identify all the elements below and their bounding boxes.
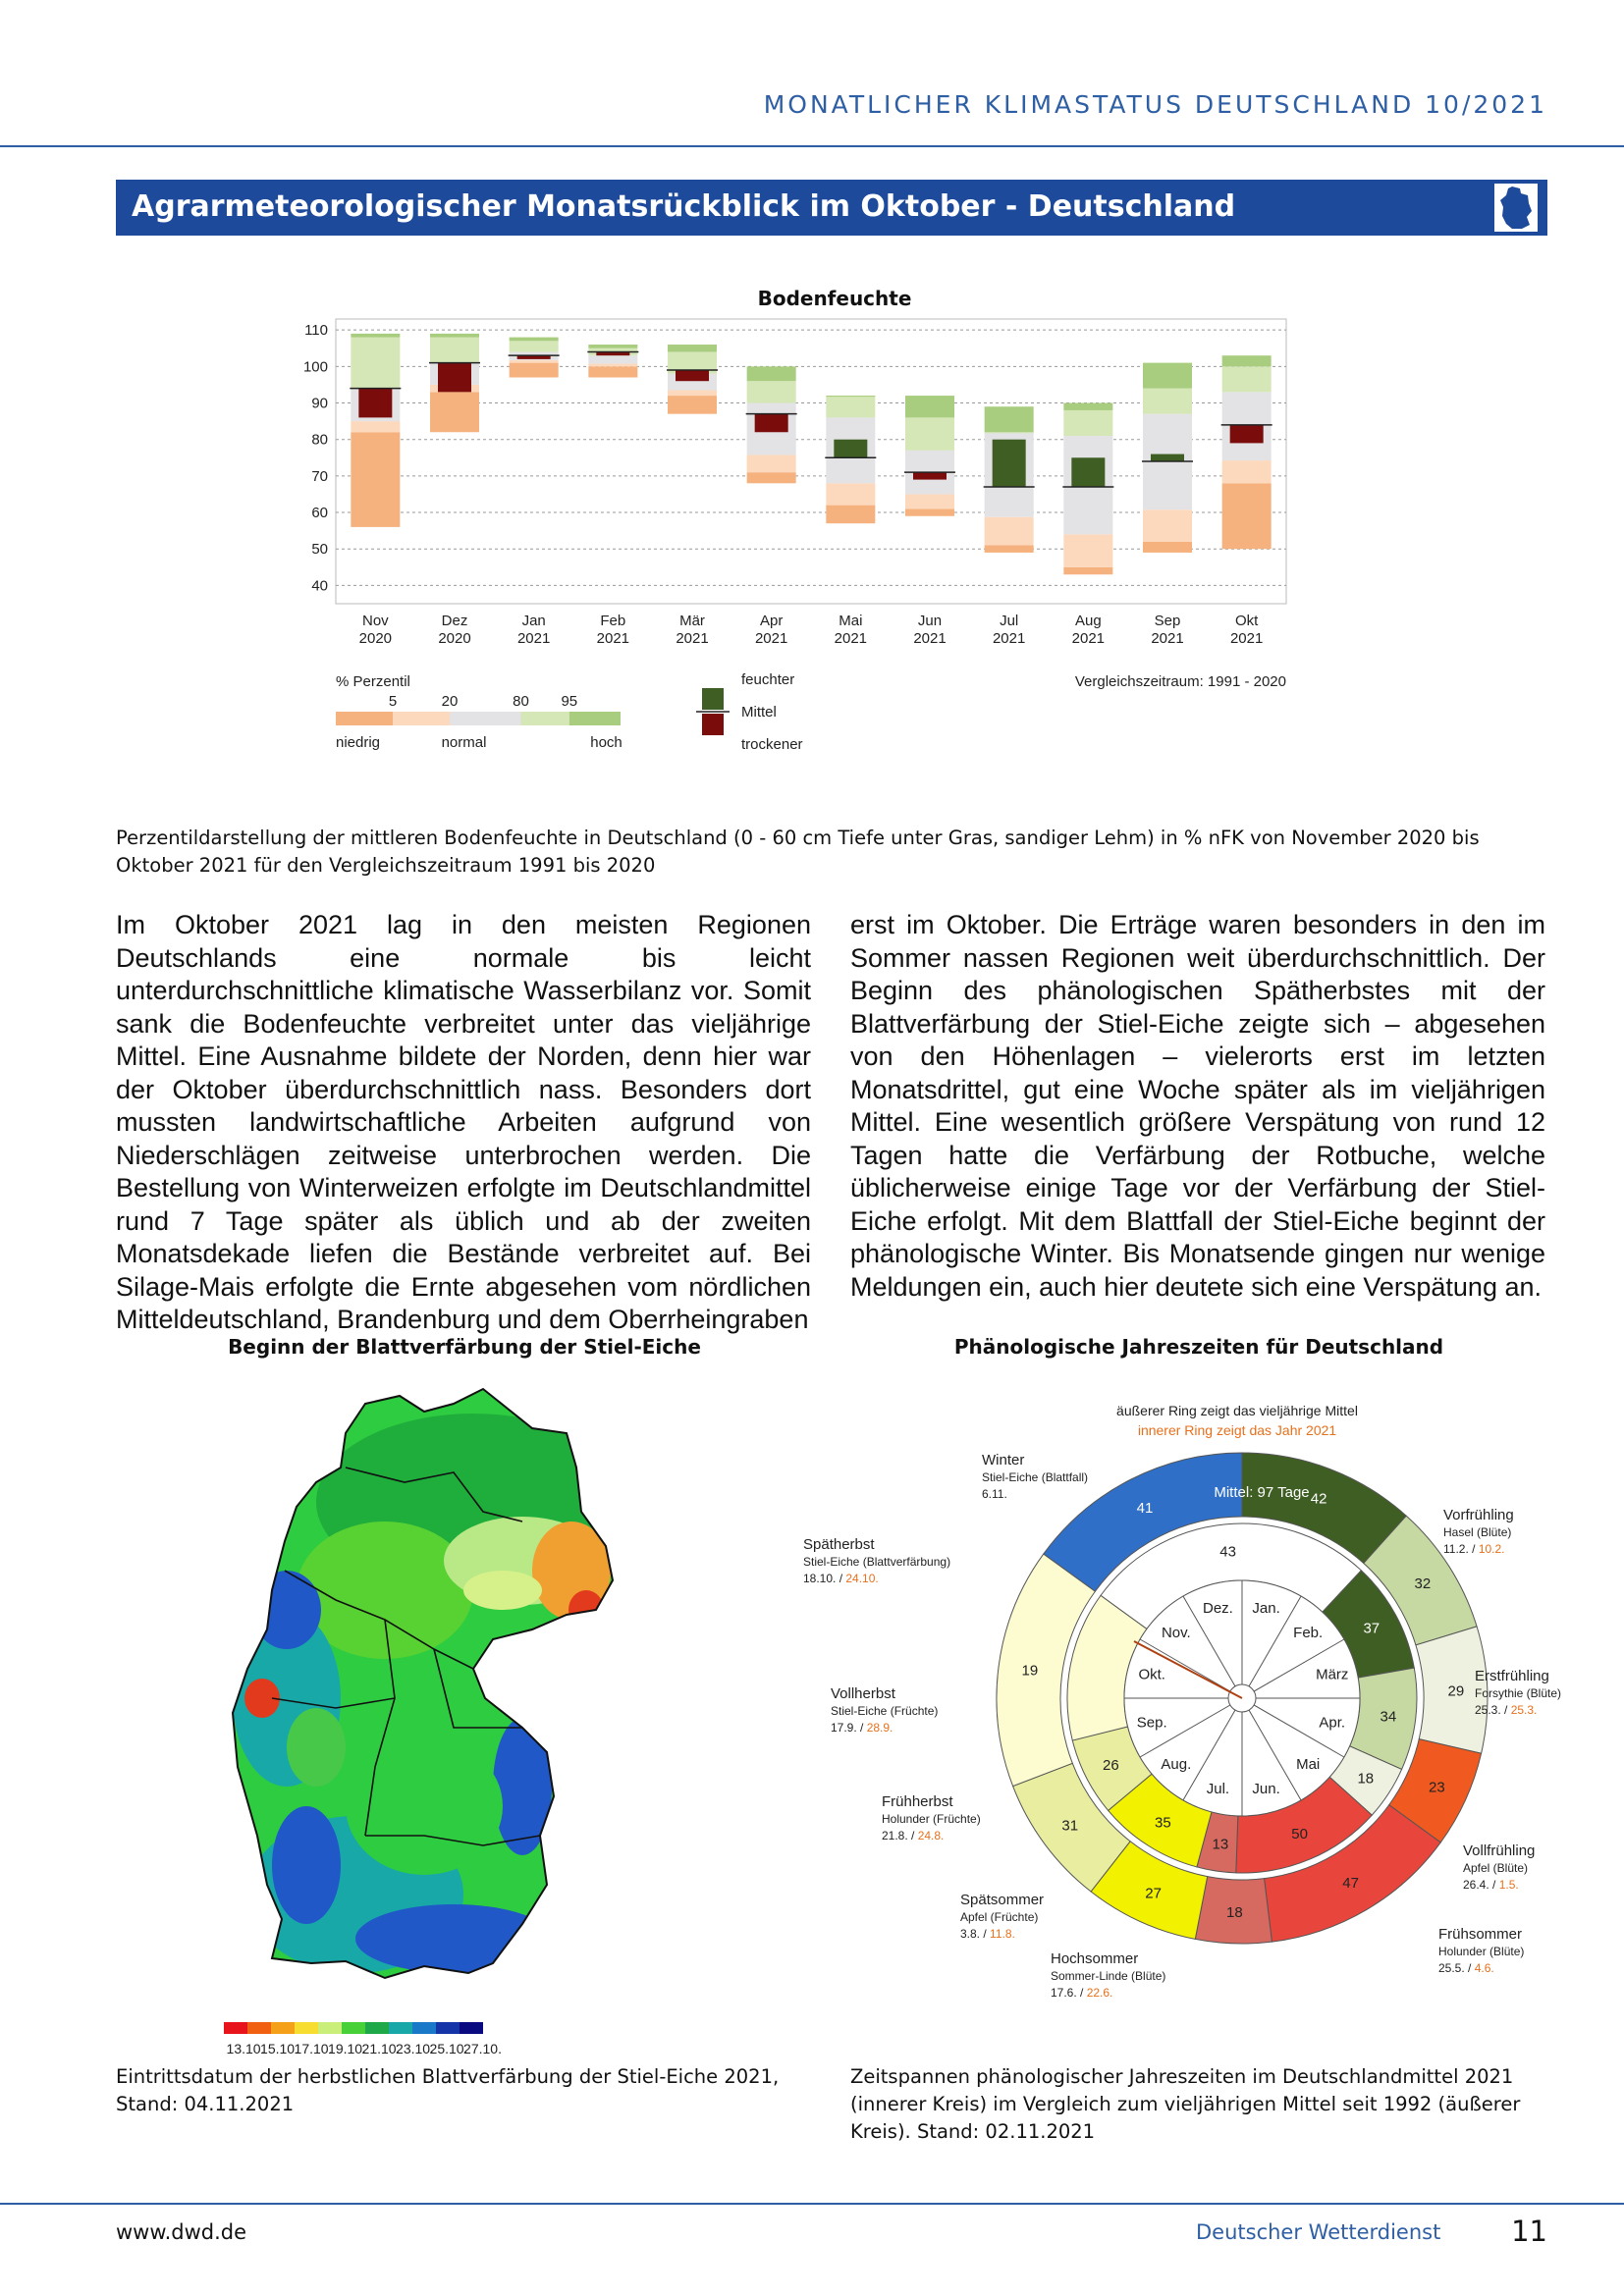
x-tick-month: Jul [1000,613,1019,629]
legend-swatch [521,712,569,725]
legend-date: 15.10. [260,2041,298,2056]
season-name: Hochsommer [1051,1950,1139,1967]
x-tick-month: Mär [679,613,705,629]
percentile-band [747,472,796,483]
month-label: Sep. [1136,1714,1167,1732]
legend-color [271,2022,295,2034]
season-indicator: Hasel (Blüte) [1443,1525,1512,1539]
percentile-band [1143,509,1192,542]
season-name: Erstfrühling [1475,1668,1549,1684]
x-tick-year: 2021 [754,630,788,647]
map-title: Beginn der Blattverfärbung der Stiel-Eiche [228,1335,701,1359]
percentile-band [1063,403,1112,410]
percentile-band [668,345,717,351]
season-date: 3.8. / 11.8. [960,1927,1015,1941]
month-label: Apr. [1319,1714,1346,1732]
legend-percentile: 5 [388,693,398,710]
season-indicator: Forsythie (Blüte) [1475,1686,1562,1700]
legend-percentile: 20 [441,693,459,710]
month-label: Jun. [1252,1780,1280,1797]
percentile-band [905,417,954,450]
season-indicator: Stiel-Eiche (Blattfall) [982,1470,1089,1484]
percentile-band [826,483,875,505]
legend-date: 27.10. [463,2041,502,2056]
percentile-band [1143,542,1192,553]
x-tick-year: 2021 [1229,630,1264,647]
percentile-band [985,517,1034,546]
phenological-clock [795,1374,1562,2022]
y-tick-label: 70 [311,467,328,485]
season-date: 17.9. / 28.9. [831,1721,893,1735]
season-indicator: Apfel (Blüte) [1463,1861,1529,1875]
legend-color [295,2022,318,2034]
percentile-band [668,391,717,397]
legend-color [224,2022,247,2034]
legend-swatch [450,712,521,725]
x-tick-month: Mai [839,613,863,629]
season-name: Frühherbst [882,1793,953,1810]
legend-date: 17.10. [294,2041,333,2056]
percentile-band [1063,534,1112,566]
outer-ring-value: 32 [1414,1575,1432,1592]
x-tick-year: 2020 [358,630,393,647]
percentile-band [588,355,637,363]
season-indicator: Stiel-Eiche (Blattverfärbung) [803,1555,951,1569]
month-label: Jan. [1252,1600,1280,1618]
legend-scale-word: normal [441,734,487,751]
season-date: 17.6. / 22.6. [1051,1986,1113,2000]
season-date-2021: 4.6. [1474,1961,1494,1975]
x-tick-year: 2021 [1151,630,1184,647]
percentile-band [826,506,875,524]
season-date-2021: 28.9. [866,1721,893,1735]
legend-date: 19.10. [328,2041,366,2056]
legend-outer: äußerer Ring zeigt das vieljährige Mittel [1116,1403,1358,1418]
outer-ring-value: 23 [1429,1779,1445,1796]
season-date-2021: 24.8. [917,1829,945,1842]
percentile-legend-title: % Perzentil [336,673,410,690]
legend-color [389,2022,412,2034]
map-color-legend [224,2020,636,2061]
season-date: 25.3. / 25.3. [1475,1703,1538,1717]
season-indicator: Stiel-Eiche (Früchte) [831,1704,939,1718]
season-date-2021: 24.10. [845,1572,879,1585]
legend-mean-label: Mittel [741,704,777,721]
season-date-2021: 22.6. [1086,1986,1113,2000]
legend-date: 13.10. [226,2041,265,2056]
legend-drier-swatch [702,714,724,735]
season-indicator: Apfel (Früchte) [960,1910,1039,1924]
soil-moisture-chart [295,309,1316,839]
y-tick-label: 80 [311,431,328,449]
season-name: Spätsommer [960,1892,1045,1908]
legend-scale-word: niedrig [336,734,381,751]
comparison-period: Vergleichszeitraum: 1991 - 2020 [1074,673,1286,690]
percentile-band [985,432,1034,433]
x-tick-year: 2021 [834,630,868,647]
x-tick-year: 2021 [992,630,1026,647]
percentile-band [351,338,400,389]
body-text-col1: Im Oktober 2021 lag in den meisten Regionen Deutschlands eine normale bis leicht unterdurchschnittliche klimatische Wasserbilanz vor. Somit sank die Bodenfeuchte verbreitet unter das vieljährige Mittel. Eine Ausnahme bildete der Norden, denn hier war der Oktober überdurchschnittlich nass. Besonders dort mussten landwirtschaftliche Arbeiten aufgrund von Niederschlägen zeitweise unterbrochen werden. Die Bestellung von Winterweizen erfolgte im Deutschlandmittel rund 7 Tage später als üblich und ab der zweiten Monatsdekade liefen die Bestände verbreitet auf. Bei Silage-Mais erfolgte die Ernte abgesehen vom nördlichen Mitteldeutschland, Brandenburg und dem Oberrheingraben [116,910,811,1334]
percentile-band [510,360,559,363]
percentile-band [430,392,479,432]
percentile-band [1222,366,1272,392]
page-number: 11 [1511,2215,1547,2248]
x-tick-year: 2021 [1071,630,1106,647]
body-text-col2: erst im Oktober. Die Erträge waren besonders in den im Sommer nassen Regionen weit überdurchschnittlich. Der Beginn des phänologischen Spätherbstes mit der Blattverfärbung der Stiel-Eiche zeigte sich – abgesehen von den Höhenlagen – vielerorts erst im letzten Monatsdrittel, gut eine Woche später als im vieljährigen Mittel. Eine wesentlich größere Verspätung von rund 12 Tagen hatte die Verfärbung der Rotbuche, welche üblicherweise einige Tage vor der Verfärbung der Stiel-Eiche erfolgt. Mit dem Blattfall der Stiel-Eiche beginnt der phänologische Winter. Bis Monatsende gingen nur wenige Meldungen ein, auch hier deutete sich eine Verspätung an. [850,910,1545,1302]
y-tick-label: 50 [311,541,328,559]
percentile-band [510,341,559,351]
season-name: Vorfrühling [1443,1507,1514,1523]
percentile-band [588,345,637,348]
legend-color [460,2022,483,2034]
y-tick-label: 60 [311,505,328,522]
percentile-band [747,454,796,472]
clock-caption: Zeitspannen phänologischer Jahreszeiten im Deutschlandmittel 2021 (innerer Kreis) im Vergleich zum vieljährigen Mittel seit 1992 (äußerer Kreis). Stand: 02.11.2021 [850,2065,1521,2143]
x-tick-year: 2020 [438,630,471,647]
x-tick-month: Okt [1234,613,1259,629]
footer-organization: Deutscher Wetterdienst [1196,2220,1441,2244]
season-name: Winter [982,1452,1025,1468]
season-date-2021: 10.2. [1478,1542,1505,1556]
month-label: Nov. [1161,1624,1191,1641]
x-tick-month: Apr [759,613,784,629]
percentile-band [588,366,637,377]
season-indicator: Holunder (Früchte) [882,1812,981,1826]
legend-date: 25.10. [429,2041,468,2056]
legend-scale-word: hoch [590,734,623,751]
legend-inner: innerer Ring zeigt das Jahr 2021 [1137,1422,1337,1438]
percentile-band [588,364,637,367]
inner-ring-value: 43 [1219,1543,1236,1561]
legend-wetter-label: feuchter [741,671,795,688]
percentile-band [351,432,400,527]
deviation-bar [913,472,947,479]
season-date-2021: 1.5. [1498,1878,1519,1892]
inner-ring-value: 34 [1380,1708,1397,1726]
percentile-band [351,334,400,338]
y-tick-label: 100 [302,358,328,376]
percentile-band [1143,389,1192,414]
percentile-band [905,508,954,515]
month-label: Aug. [1161,1756,1192,1774]
legend-swatch [393,712,450,725]
inner-ring-value: 13 [1212,1836,1229,1853]
season-name: Spätherbst [803,1536,875,1553]
outer-ring-value: 41 [1136,1499,1154,1517]
season-date: 25.5. / 4.6. [1438,1961,1494,1975]
outer-ring-value: 42 [1310,1490,1327,1508]
season-date: 26.4. / 1.5. [1463,1878,1519,1892]
inner-ring-value: 50 [1291,1826,1308,1843]
deviation-bar [755,414,788,433]
x-tick-month: Nov [361,613,389,629]
percentile-band [510,363,559,378]
outer-ring-value: 27 [1145,1885,1162,1902]
deviation-bar [1151,454,1184,461]
percentile-band [747,366,796,381]
season-date: 11.2. / 10.2. [1443,1542,1505,1556]
percentile-band [826,396,875,397]
header-rule [0,145,1624,147]
outer-ring-value: 29 [1447,1682,1465,1700]
deviation-bar [834,440,867,458]
map-caption: Eintrittsdatum der herbstlichen Blattverfärbung der Stiel-Eiche 2021, Stand: 04.11.2021 [116,2065,780,2115]
season-name: Vollfrühling [1463,1842,1536,1859]
percentile-band [1222,355,1272,366]
x-tick-month: Sep [1154,613,1181,629]
x-tick-year: 2021 [676,630,709,647]
percentile-band [905,494,954,508]
percentile-band [985,546,1034,553]
y-tick-label: 40 [311,577,328,595]
percentile-band [351,421,400,432]
season-indicator: Sommer-Linde (Blüte) [1051,1969,1166,1983]
report-header: MONATLICHER KLIMASTATUS DEUTSCHLAND 10/2021 [763,90,1547,119]
percentile-band [826,396,875,417]
section-banner [116,180,1547,236]
legend-percentile: 95 [561,693,578,710]
legend-percentile: 80 [513,693,529,710]
section-title: Agrarmeteorologischer Monatsrückblick im Oktober - Deutschland [132,189,1236,224]
y-tick-label: 110 [304,322,328,340]
y-tick-label: 90 [311,395,328,412]
month-label: März [1316,1666,1349,1683]
percentile-band [510,338,559,342]
percentile-band [1222,460,1272,483]
clock-title: Phänologische Jahreszeiten für Deutschland [953,1335,1444,1359]
outer-ring-value: 31 [1061,1817,1079,1835]
x-tick-year: 2021 [913,630,947,647]
legend-date: 21.10. [361,2041,401,2056]
legend-date: 23.10. [396,2041,434,2056]
month-label: Jul. [1206,1780,1230,1797]
season-date: 21.8. / 24.8. [882,1829,945,1842]
deviation-bar [993,440,1026,487]
legend-color [247,2022,271,2034]
month-label: Okt. [1138,1666,1165,1683]
x-tick-month: Dez [441,613,468,629]
deviation-bar [676,370,709,381]
deviation-bar [1230,425,1264,444]
soil-chart-caption: Perzentildarstellung der mittleren Bodenfeuchte in Deutschland (0 - 60 cm Tiefe unter Gras, sandiger Lehm) in % nFK von November 2020 bis Oktober 2021 für den Vergleichszeitraum 1991 bis 2020 [116,827,1480,877]
month-label: Dez. [1202,1600,1233,1618]
season-date: 6.11. [982,1487,1007,1501]
percentile-band [668,396,717,414]
legend-color [436,2022,460,2034]
percentile-band [1063,410,1112,436]
legend-drier-label: trockener [741,736,803,753]
month-label: Feb. [1293,1624,1324,1641]
season-name: Vollherbst [831,1685,895,1702]
x-tick-month: Jun [917,613,943,629]
footer-rule [0,2203,1624,2205]
germany-map-icon [1494,184,1538,232]
season-date-2021: 11.8. [990,1927,1015,1941]
percentile-band [430,334,479,338]
legend-swatch [336,712,393,725]
inner-ring-value: 35 [1155,1814,1171,1832]
x-tick-month: Feb [600,613,626,629]
x-tick-month: Aug [1074,613,1102,629]
deviation-bar [438,363,471,393]
legend-color [318,2022,342,2034]
deviation-bar [1071,457,1105,487]
mittel-label: Mittel: 97 Tage [1214,1484,1310,1501]
season-name: Frühsommer [1438,1926,1523,1943]
soil-chart-title: Bodenfeuchte [757,287,912,310]
legend-color [365,2022,389,2034]
outer-ring-value: 18 [1226,1903,1243,1921]
x-tick-month: Jan [521,613,546,629]
legend-wetter-swatch [702,688,724,710]
legend-swatch [569,712,621,725]
deviation-bar [358,389,392,418]
x-tick-year: 2021 [596,630,630,647]
outer-ring-value: 47 [1342,1874,1359,1892]
month-label: Mai [1296,1756,1321,1774]
percentile-band [1063,567,1112,574]
percentile-band [1222,483,1272,549]
legend-color [342,2022,365,2034]
legend-color [412,2022,436,2034]
percentile-band [747,381,796,402]
percentile-band [1143,363,1192,389]
percentile-band [905,396,954,417]
percentile-band [430,338,479,363]
inner-ring-value: 18 [1357,1770,1375,1788]
percentile-band [985,406,1034,432]
season-indicator: Holunder (Blüte) [1438,1945,1525,1958]
inner-ring-value: 37 [1363,1620,1380,1637]
footer-url[interactable]: www.dwd.de [116,2220,247,2244]
outer-ring-value: 19 [1021,1662,1039,1680]
inner-ring-value: 26 [1103,1757,1119,1775]
season-date-2021: 25.3. [1510,1703,1538,1717]
x-tick-year: 2021 [516,630,551,647]
season-date: 18.10. / 24.10. [803,1572,879,1585]
leaf-coloring-map [228,1374,621,2022]
